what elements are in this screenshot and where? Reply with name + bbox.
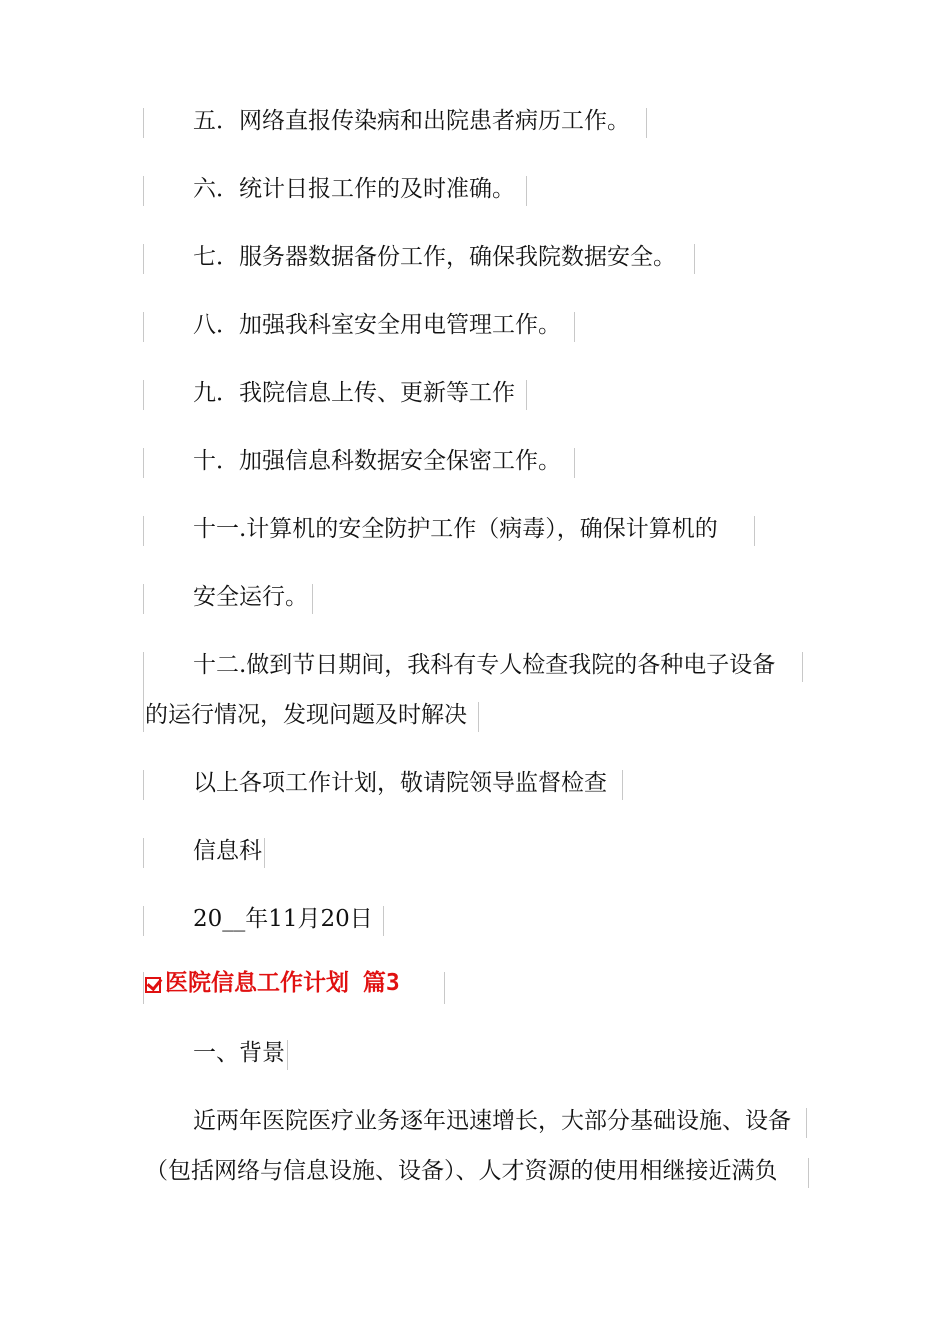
list-item: 八．加强我科室安全用电管理工作。 [193,312,561,338]
list-item: 安全运行。 [193,584,308,610]
guide-mark [808,1158,809,1188]
guide-mark [143,584,144,614]
guide-mark [143,176,144,206]
guide-mark [526,176,527,206]
guide-mark [143,516,144,546]
list-item: 十．加强信息科数据安全保密工作。 [193,448,561,474]
guide-mark [526,380,527,410]
closing-line: 以上各项工作计划，敬请院领导监督检查 [193,770,607,796]
guide-mark [143,312,144,342]
guide-mark [143,652,144,732]
checkbox-icon [145,977,161,993]
list-item: 七．服务器数据备份工作，确保我院数据安全。 [193,244,676,270]
list-item: 六．统计日报工作的及时准确。 [193,176,515,202]
guide-mark [478,702,479,732]
guide-mark [622,770,623,800]
guide-mark [143,838,144,868]
guide-mark [574,448,575,478]
guide-mark [143,770,144,800]
section-heading-text: 医院信息工作计划 篇3 [165,970,400,996]
list-item: 九．我院信息上传、更新等工作 [193,380,515,406]
list-item: 的运行情况，发现问题及时解决 [145,702,467,728]
guide-mark [143,380,144,410]
list-item: 五．网络直报传染病和出院患者病历工作。 [193,108,630,134]
guide-mark [312,584,313,614]
paragraph-line: （包括网络与信息设施、设备）、人才资源的使用相继接近满负 [145,1158,778,1184]
list-item: 十一.计算机的安全防护工作（病毒），确保计算机的 [193,516,718,542]
guide-mark [444,972,445,1004]
list-item: 十二.做到节日期间，我科有专人检查我院的各种电子设备 [193,652,776,678]
guide-mark [802,652,803,682]
guide-mark [383,906,384,936]
guide-mark [143,244,144,274]
guide-mark [694,244,695,274]
guide-mark [754,516,755,546]
signature-date: 20__年11月20日 [193,906,373,932]
guide-mark [264,838,265,868]
guide-mark [574,312,575,342]
guide-mark [646,108,647,138]
signature-department: 信息科 [193,838,262,864]
paragraph-line: 近两年医院医疗业务逐年迅速增长，大部分基础设施、设备 [193,1108,791,1134]
guide-mark [143,972,144,1004]
guide-mark [143,108,144,138]
guide-mark [287,1040,288,1070]
guide-mark [143,448,144,478]
guide-mark [143,906,144,936]
section-heading [145,968,400,1002]
section-title: 一、背景 [193,1040,285,1066]
guide-mark [806,1108,807,1138]
